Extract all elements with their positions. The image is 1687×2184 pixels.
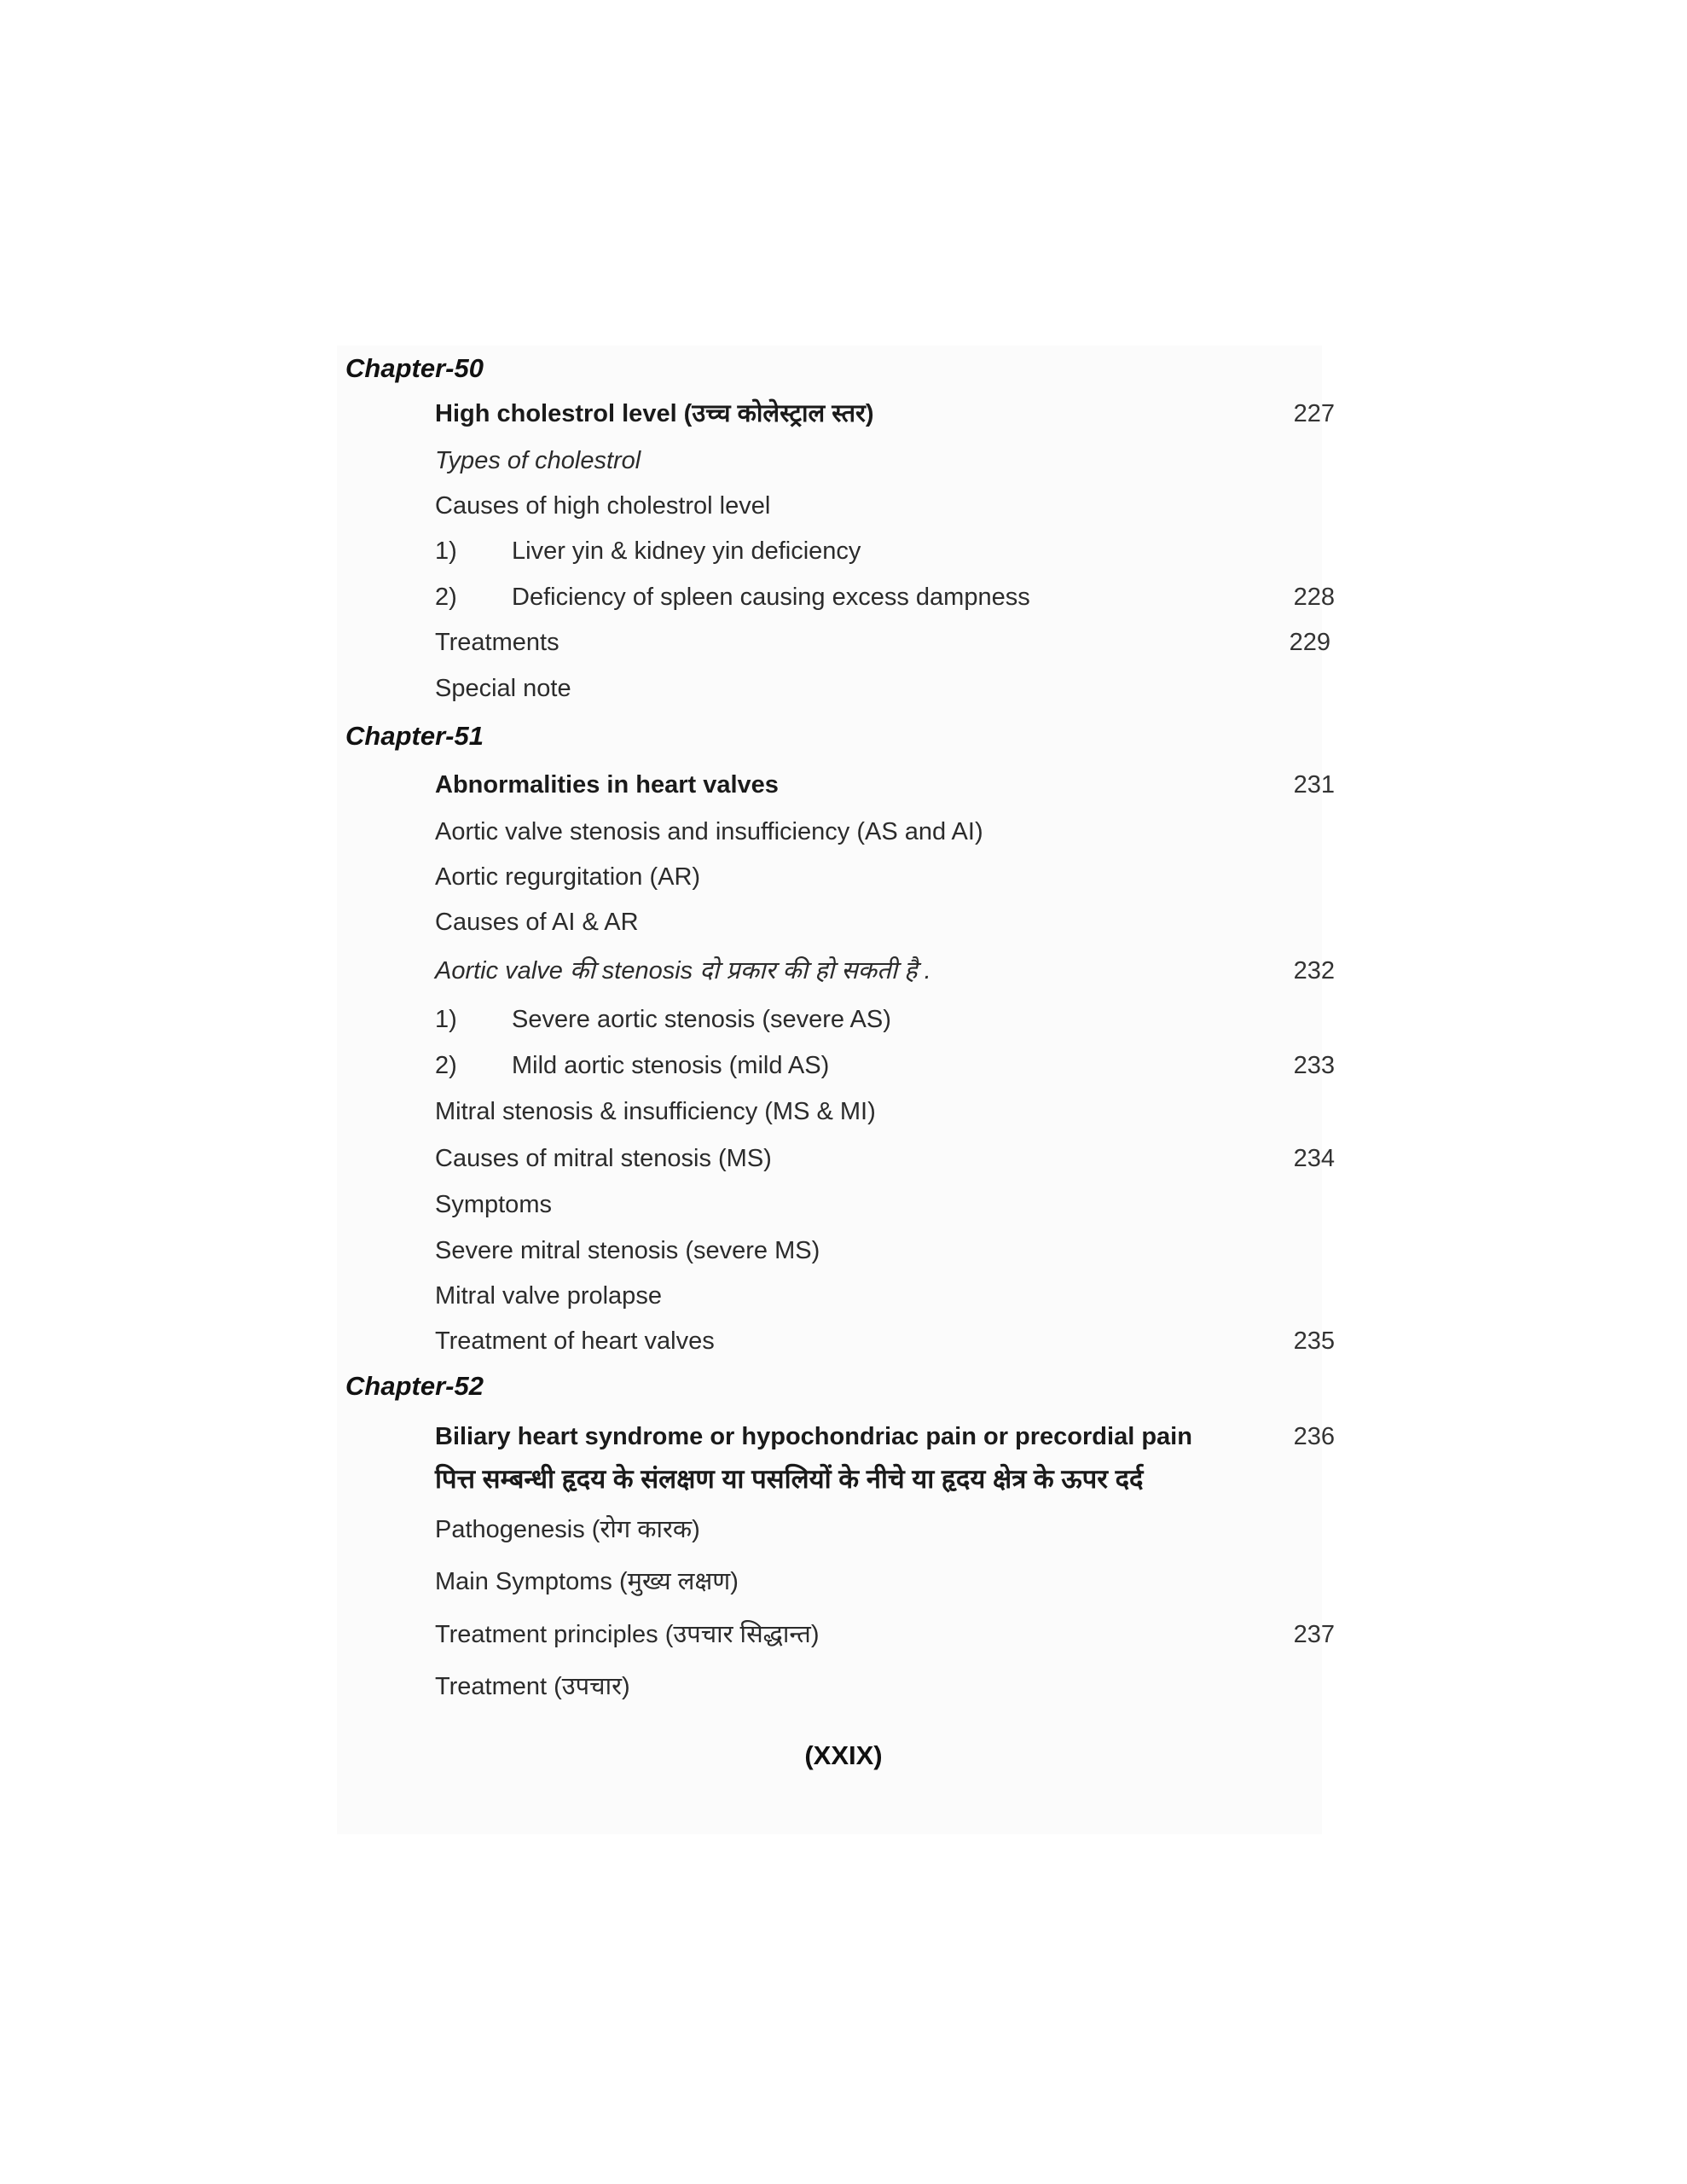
entry-page: 229: [1289, 629, 1330, 656]
entry-page: 237: [1293, 1621, 1335, 1648]
entry-title: Deficiency of spleen causing excess dampness: [512, 584, 1030, 611]
toc-entry[interactable]: [0, 1324, 1335, 1375]
entry-title: Mitral valve prolapse: [435, 1282, 662, 1310]
toc-entry[interactable]: [0, 671, 1335, 723]
entry-title: Types of cholestrol: [435, 447, 641, 474]
entry-page: 231: [1293, 771, 1335, 799]
toc-entry[interactable]: [0, 1618, 1335, 1669]
entry-title: Liver yin & kidney yin deficiency: [512, 537, 861, 565]
entry-title: Aortic valve की stenosis दो प्रकार की हो सकती है .: [435, 957, 931, 985]
entry-title: Treatment of heart valves: [435, 1327, 715, 1355]
toc-entry[interactable]: [0, 1141, 1335, 1193]
entry-title: Treatment principles (उपचार सिद्धान्त): [435, 1621, 820, 1648]
entry-title: Causes of high cholestrol level: [435, 492, 771, 520]
toc-entry[interactable]: [0, 1234, 1335, 1285]
toc-entry[interactable]: [0, 905, 1335, 956]
entry-page: 236: [1293, 1423, 1335, 1450]
toc-entry[interactable]: [0, 534, 1335, 585]
toc-entry[interactable]: [0, 860, 1335, 911]
entry-number: 2): [435, 584, 457, 611]
entry-page: 234: [1293, 1145, 1335, 1172]
toc-entry[interactable]: [0, 1461, 1335, 1512]
entry-title: Symptoms: [435, 1191, 552, 1218]
entry-title: Biliary heart syndrome or hypochondriac pain or precordial pain: [435, 1423, 1192, 1450]
toc-entry[interactable]: [0, 625, 1335, 677]
entry-number: 1): [435, 537, 457, 565]
entry-title: Severe aortic stenosis (severe AS): [512, 1006, 891, 1033]
entry-title: Aortic regurgitation (AR): [435, 863, 701, 891]
toc-entry[interactable]: [0, 489, 1335, 540]
entry-title: Causes of mitral stenosis (MS): [435, 1145, 772, 1172]
entry-title: Treatment (उपचार): [435, 1673, 630, 1700]
entry-title: Abnormalities in heart valves: [435, 771, 779, 799]
entry-title: Pathogenesis (रोग कारक): [435, 1516, 700, 1543]
toc-entry[interactable]: [0, 580, 1335, 631]
chapter-heading: Chapter-52: [345, 1371, 484, 1401]
toc-entry[interactable]: [0, 1188, 1335, 1239]
entry-title: Mild aortic stenosis (mild AS): [512, 1052, 830, 1079]
toc-entry[interactable]: [0, 1002, 1335, 1054]
entry-number: 1): [435, 1006, 457, 1033]
toc-entry[interactable]: [0, 1565, 1335, 1616]
toc-entry[interactable]: [0, 768, 1335, 819]
chapter-heading: Chapter-51: [345, 721, 484, 751]
toc-entry[interactable]: [0, 954, 1335, 1005]
toc-entry[interactable]: [0, 1279, 1335, 1330]
entry-page: 235: [1293, 1327, 1335, 1355]
toc-entry[interactable]: [0, 444, 1335, 495]
entry-title: High cholestrol level (उच्च कोलेस्ट्राल स्तर): [435, 400, 874, 427]
toc-entry[interactable]: [0, 1048, 1335, 1100]
toc-entry[interactable]: [0, 397, 1335, 448]
toc-entry[interactable]: [0, 1513, 1335, 1564]
entry-title: Mitral stenosis & insufficiency (MS & MI): [435, 1098, 876, 1125]
entry-page: 228: [1293, 584, 1335, 611]
entry-title-hindi: पित्त सम्बन्धी हृदय के संलक्षण या पसलियों के नीचे या हृदय क्षेत्र के ऊपर दर्द: [435, 1464, 1144, 1494]
entry-title: Aortic valve stenosis and insufficiency (AS and AI): [435, 818, 983, 845]
toc-entry[interactable]: [0, 1095, 1335, 1146]
entry-title: Severe mitral stenosis (severe MS): [435, 1237, 820, 1264]
toc-entry[interactable]: [0, 815, 1335, 866]
entry-title: Main Symptoms (मुख्य लक्षण): [435, 1568, 739, 1595]
entry-title: Treatments: [435, 629, 559, 656]
entry-title: Causes of AI & AR: [435, 909, 639, 936]
entry-title: Special note: [435, 675, 571, 702]
entry-number: 2): [435, 1052, 457, 1079]
entry-page: 232: [1293, 957, 1335, 985]
chapter-heading: Chapter-50: [345, 353, 484, 383]
page-folio: (XXIX): [804, 1740, 883, 1770]
entry-page: 233: [1293, 1052, 1335, 1079]
entry-page: 227: [1293, 400, 1335, 427]
toc-entry[interactable]: [0, 1670, 1335, 1721]
